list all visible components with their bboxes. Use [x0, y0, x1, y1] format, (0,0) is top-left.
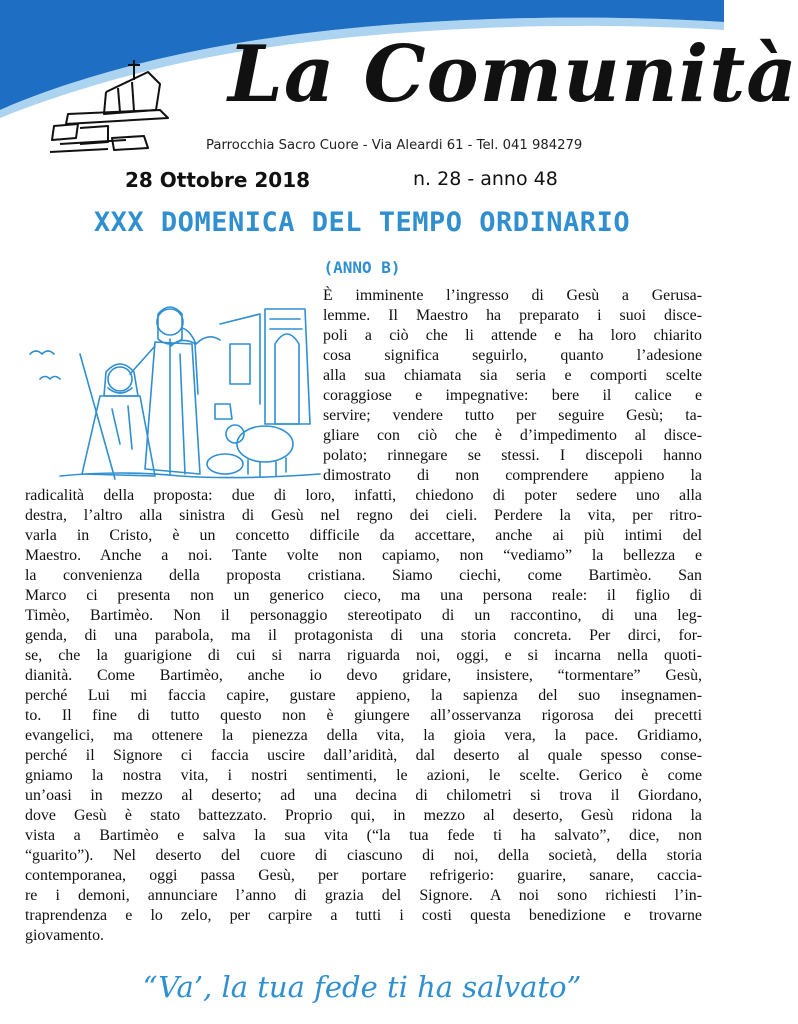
body-line: perché Lui mi faccia capire, gustare appieno, la sapienza del suo insegnamen-	[25, 687, 702, 704]
issue-date: 28 Ottobre 2018	[125, 168, 311, 192]
body-line: traprendenza e lo zelo, per carpire a tutti i costi questa benedizione e trovarne	[25, 907, 702, 924]
article-subtitle: (ANNO B)	[323, 258, 401, 277]
body-line: Timèo, Bartimèo. Non il personaggio stereotipato di un raccontino, di una leg-	[25, 607, 702, 624]
body-line: dove Gesù è stato battezzato. Proprio qui, in mezzo al deserto, Gesù ridona la	[25, 807, 702, 824]
body-line: giovamento.	[25, 927, 104, 944]
body-line: un’oasi in mezzo al deserto; ad una decina di chilometri si trova il Giordano,	[25, 787, 702, 804]
closing-quote: “Va’, la tua fede ti ha salvato”	[142, 970, 582, 1004]
body-line: “guarito”). Nel deserto del cuore di ciascuno di noi, della società, della storia	[25, 847, 702, 864]
article-title: XXX DOMENICA DEL TEMPO ORDINARIO	[93, 207, 631, 238]
masthead-title: La Comunità	[228, 29, 798, 120]
body-line: poli a ciò che li attende e ha loro chiarito	[323, 327, 702, 344]
body-line: to. Il fine di tutto questo non è giungere all’osservanza rigorosa dei precetti	[25, 707, 702, 724]
body-line: coraggiose e impegnative: bere il calice e	[323, 387, 702, 404]
body-line: destra, l’altro alla sinistra di Gesù nel regno dei cieli. Perdere la vita, per ritro-	[25, 507, 702, 524]
body-line: cosa significa seguirlo, quanto l’adesione	[323, 347, 702, 364]
body-line: se, che la guarigione di cui si narra riguarda noi, oggi, e si incarna nella quoti-	[25, 647, 702, 664]
body-line: re i demoni, annunciare l’anno di grazia del Signore. A noi sono richiesti l’in-	[25, 887, 702, 904]
church-logo-icon	[48, 52, 173, 157]
body-line: gniamo la nostra vita, i nostri sentimenti, le azioni, le scelte. Gerico è come	[25, 767, 702, 784]
body-line: gliare con ciò che è d’impedimento al disce-	[323, 427, 702, 444]
issue-number: n. 28 - anno 48	[413, 168, 558, 190]
body-line: dimostrato di non comprendere appieno la	[323, 467, 702, 484]
body-line: alla sua chiamata sia seria e comporti scelte	[323, 367, 702, 384]
body-line: dianità. Come Bartimèo, anche io devo gridare, insistere, “tormentare” Gesù,	[25, 667, 702, 684]
body-line: contemporanea, oggi passa Gesù, per portare refrigerio: guarire, sanare, caccia-	[25, 867, 702, 884]
article-body-column	[323, 286, 702, 486]
jesus-healing-bartimaeus-illustration	[20, 284, 320, 484]
body-line: varla in Cristo, è un concetto difficile da accettare, anche ai più intimi del	[25, 527, 702, 544]
body-line: radicalità della proposta: due di loro, infatti, chiedono di poter sedere uno alla	[25, 487, 702, 504]
article-body-full	[25, 486, 702, 946]
body-line: evangelici, ma ottenere la pienezza della vita, la gioia vera, la pace. Gridiamo,	[25, 727, 702, 744]
body-line: Maestro. Anche a noi. Tante volte non capiamo, non “vediamo” la bellezza e	[25, 547, 702, 564]
body-line: servire; vendere tutto per seguire Gesù; ta-	[323, 407, 702, 424]
parish-address: Parrocchia Sacro Cuore - Via Aleardi 61 - Tel. 041 984279	[206, 138, 583, 153]
body-line: genda, di una parabola, ma il protagonista di una storia concreta. Per dirci, for-	[25, 627, 702, 644]
body-line: vista a Bartimèo e salva la sua vita (“la tua fede ti ha salvato”, dice, non	[25, 827, 702, 844]
body-line: È imminente l’ingresso di Gesù a Gerusa-	[323, 287, 702, 304]
body-line: perché il Signore ci faccia uscire dall’aridità, dal deserto al quale spesso conse-	[25, 747, 702, 764]
body-line: lemme. Il Maestro ha preparato i suoi disce-	[323, 307, 702, 324]
body-line: Marco ci presenta non un generico cieco, ma una persona reale: il figlio di	[25, 587, 702, 604]
body-line: la convenienza della proposta cristiana. Siamo ciechi, come Bartimèo. San	[25, 567, 702, 584]
body-line: polato; rinnegare se stessi. I discepoli hanno	[323, 447, 702, 464]
